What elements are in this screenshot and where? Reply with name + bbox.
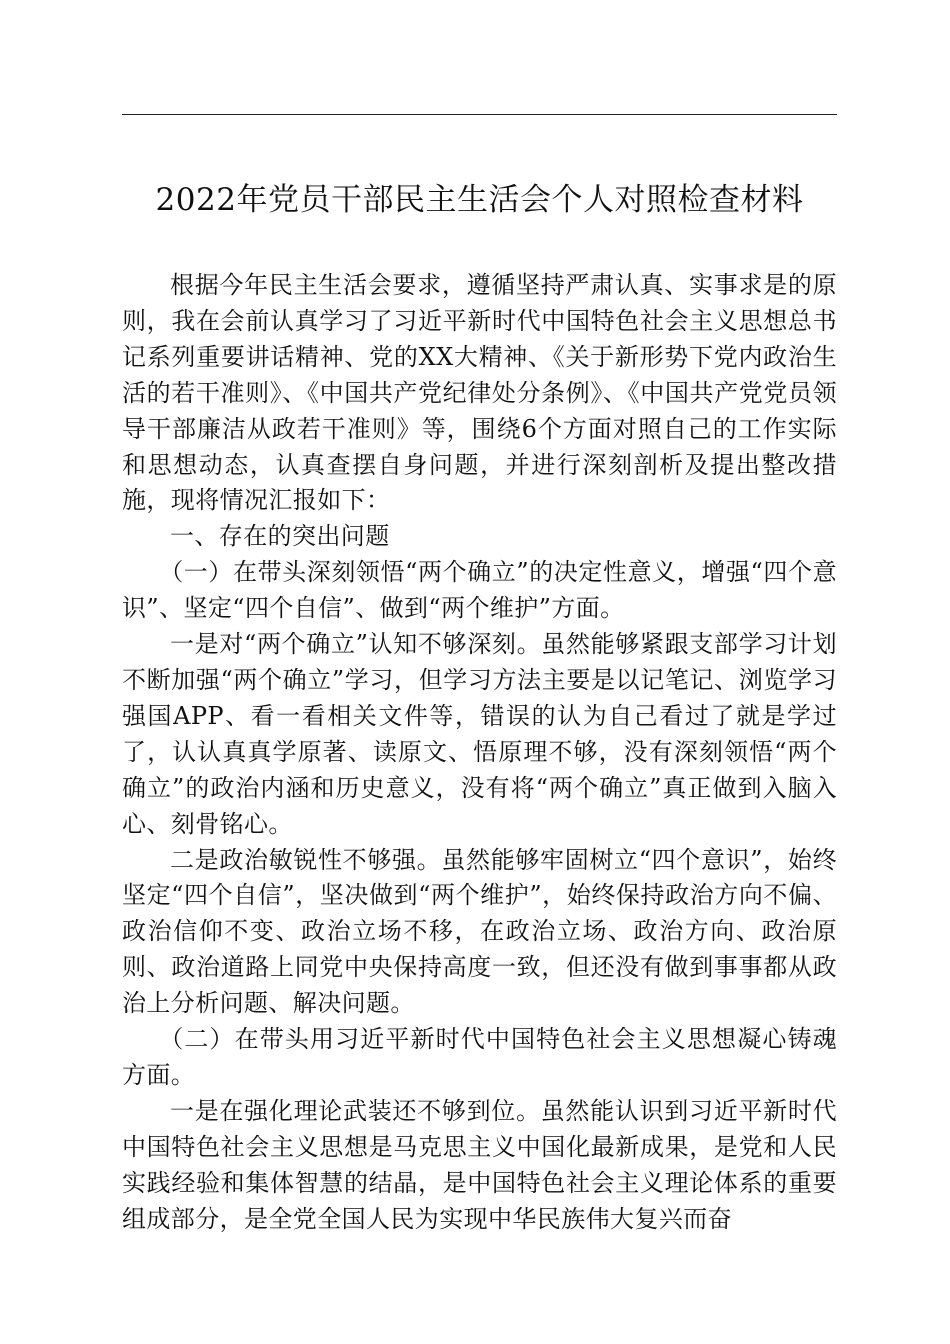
- document-title: 2022年党员干部民主生活会个人对照检查材料: [155, 182, 804, 218]
- paragraph-intro: 根据今年民主生活会要求，遵循坚持严肃认真、实事求是的原则，我在会前认真学习了习近平新时代中国特色社会主义思想总书记系列重要讲话精神、党的XX大精神、《关于新形势下党内政治生活的若干准则》、《中国共产党纪律处分条例》、《中国共产党党员领导干部廉洁从政若干准则》等，围绕6个方面对照自己的工作实际和思想动态，认真查摆自身问题，并进行深刻剖析及提出整改措施，现将情况汇报如下：: [122, 271, 837, 515]
- document-body: [122, 268, 837, 1237]
- paragraph-point-1-1: 一是对“两个确立”认知不够深刻。虽然能够紧跟支部学习计划不断加强“两个确立”学习，但学习方法主要是以记笔记、浏览学习强国APP、看一看相关文件等，错误的认为自己看过了就是学过了，认认真真学原著、读原文、悟原理不够，没有深刻领悟“两个确立”的政治内涵和历史意义，没有将“两个确立”真正做到入脑入心、刻骨铭心。: [122, 630, 837, 838]
- subsection-heading-2: （二）在带头用习近平新时代中国特色社会主义思想凝心铸魂方面。: [122, 1025, 837, 1089]
- header-rule: [122, 114, 837, 115]
- section-heading: 一、存在的突出问题: [170, 522, 390, 551]
- subsection-heading-1: （一）在带头深刻领悟“两个确立”的决定性意义，增强“四个意识”、坚定“四个自信”、做到“两个维护”方面。: [122, 558, 837, 623]
- paragraph-point-1-2: 二是政治敏锐性不够强。虽然能够牢固树立“四个意识”，始终坚定“四个自信”，坚决做到“两个维护”，始终保持政治方向不偏、政治信仰不变、政治立场不移，在政治立场、政治方向、政治原则、政治道路上同党中央保持高度一致，但还没有做到事事都从政治上分析问题、解决问题。: [122, 845, 837, 1018]
- paragraph-point-2-1: 一是在强化理论武装还不够到位。虽然能认识到习近平新时代中国特色社会主义思想是马克思主义中国化最新成果，是党和人民实践经验和集体智慧的结晶，是中国特色社会主义理论体系的重要组成部分，是全党全国人民为实现中华民族伟大复兴而奋: [122, 1096, 837, 1233]
